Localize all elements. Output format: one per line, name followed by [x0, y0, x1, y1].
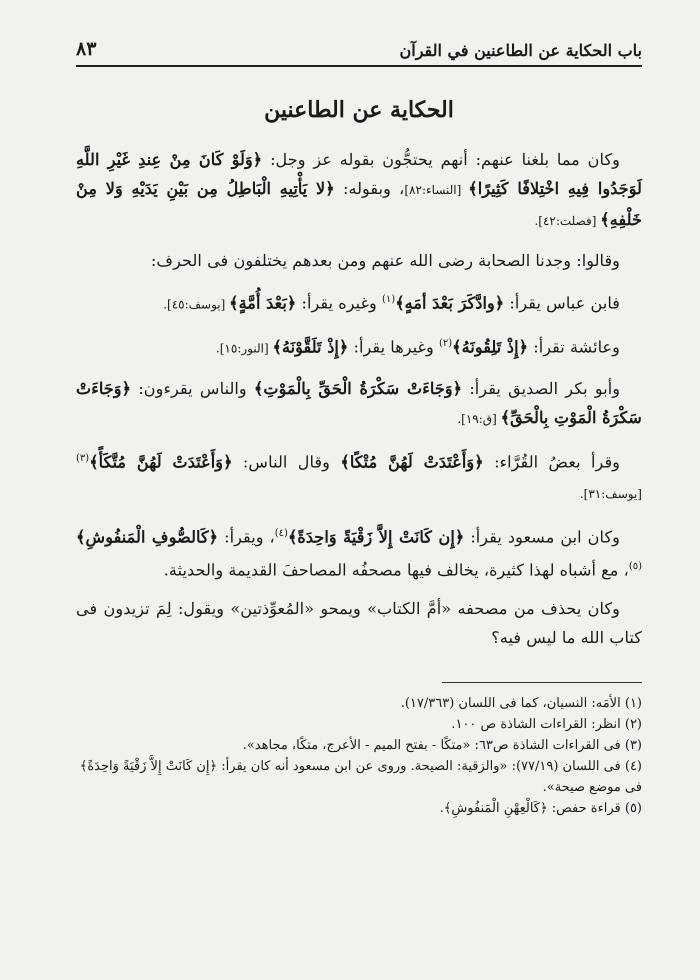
- paragraph-4: [76, 329, 642, 363]
- text: وعائشة تقرأ:: [528, 337, 620, 357]
- paragraph-2: وقالوا: وجدنا الصحابة رضى الله عنهم ومن بعدهم يختلفون فى الحرف:: [150, 251, 620, 270]
- text: وكان يحذف من مصحفه «أمَّ الكتاب» ويمحو «المُعوِّذتين» ويقول: لِمَ تزيدون فى كتاب الله ما ليس فيه؟: [76, 598, 642, 647]
- text: وغيرها يقرأ:: [348, 337, 439, 357]
- quran-quote: ﴿إِن كَانَتْ إِلاَّ زَقْيَةً وَاحِدَةً﴾: [287, 527, 465, 547]
- page-number: ٨٣: [76, 38, 97, 60]
- text: وكان مما بلغنا عنهم: أنهم يحتجُّون بقوله عز وجل:: [262, 150, 620, 169]
- paragraph-1: [76, 145, 642, 236]
- paragraph-6: [76, 444, 642, 509]
- footnote-number: (٥): [624, 800, 642, 816]
- footnotes: [76, 693, 642, 819]
- quran-quote: ﴿وَلَوْ كَانَ مِنْ عِندِ غَيْرِ اللَّهِ لَوَجَدُوا فِيهِ اخْتِلافًا كَثِيرًا﴾: [76, 150, 642, 198]
- text: والناس يقرءون:: [131, 378, 254, 398]
- paragraph-3: [76, 285, 642, 319]
- footnote-number: (٢): [624, 716, 642, 732]
- quran-quote: ﴿وَجَاءَتْ سَكْرَةُ الْحَقِّ بِالْمَوْتِ﴾: [253, 378, 463, 398]
- footnote: [76, 798, 642, 819]
- footnote-divider: [442, 682, 642, 683]
- footnote-marker: (٤): [274, 528, 288, 540]
- verse-reference: [النساء:٨٢]: [404, 183, 469, 197]
- quran-quote: ﴿وَأَعْتَدَتْ لَهُنَّ مُتَّكَأً﴾: [89, 452, 233, 472]
- quran-quote: ﴿وادَّكَرَ بَعْدَ أمَهٍ﴾: [395, 293, 505, 313]
- footnote: [76, 693, 642, 714]
- footnote-text: فى القراءات الشاذة ص٦٣: «متكًا - بفتح الميم - الأعرج، متكًا، مجاهد».: [242, 737, 621, 753]
- text: وأبو بكر الصديق يقرأ:: [462, 378, 621, 398]
- verse-reference: [يوسف:٣١].: [579, 487, 642, 502]
- paragraph-7: [76, 519, 642, 584]
- quran-quote: ﴿لا يَأْتِيهِ الْبَاطِلُ مِن بَيْنِ يَدَيْهِ وَلا مِنْ خَلْفِهِ﴾: [76, 179, 642, 229]
- verse-reference: [النور:١٥].: [215, 341, 273, 356]
- paragraph-5: [76, 374, 642, 434]
- page-header: [76, 38, 642, 67]
- footnote-number: (١): [624, 695, 642, 711]
- verse-reference: [ق:١٩].: [457, 411, 501, 426]
- text: ، ويقرأ:: [218, 527, 275, 547]
- footnote-marker: (٣): [76, 452, 90, 464]
- verse-reference: [فصلت:٤٢].: [534, 214, 601, 228]
- footnote: [76, 735, 642, 756]
- quran-quote: ﴿كَالصُّوفِ الْمَنفُوشِ﴾: [76, 527, 219, 547]
- footnote-number: (٤): [624, 758, 642, 774]
- running-head: باب الحكاية عن الطاعنين في القرآن: [399, 41, 642, 60]
- text: وقرأ بعضُ القُرَّاء:: [483, 452, 620, 472]
- quran-quote: ﴿بَعْدَ أُمَّةٍ﴾: [229, 293, 297, 313]
- footnote-text: الأمَه: النسيان، كما فى اللسان (١٧/٣٦٣).: [400, 695, 621, 711]
- chapter-title: الحكاية عن الطاعنين: [264, 97, 454, 123]
- text: وقال الناس:: [232, 452, 341, 472]
- text: وغيره يقرأ:: [296, 293, 382, 313]
- footnote-text: فى اللسان (٧٧/١٩): «والزقية: الصيحة. وروى عن ابن مسعود أنه كان يقرأ: ﴿إِن كَانَتْ إِلاَّ زَقْيَةً وَاحِدَةً﴾ فى موضع صيحة».: [79, 758, 642, 795]
- footnote-marker: (٥): [628, 560, 642, 572]
- footnote-marker: (٢): [438, 338, 453, 350]
- quran-quote: ﴿وَأَعْتَدَتْ لَهُنَّ مُتْكًا﴾: [340, 452, 484, 472]
- quran-quote: ﴿إِذْ تَلَقَّوْنَهُ﴾: [272, 337, 349, 357]
- verse-reference: [يوسف:٤٥].: [163, 297, 230, 312]
- paragraph-8: [76, 594, 642, 652]
- footnote-text: انظر: القراءات الشاذة ص ١٠٠.: [451, 716, 621, 732]
- body-text: [76, 145, 642, 652]
- footnote-text: قراءة حفص: ﴿كَالْعِهْنِ الْمَنفُوشِ﴾.: [439, 800, 621, 816]
- text: ، وبقوله:: [334, 179, 405, 198]
- text: فابن عباس يقرأ:: [504, 293, 620, 313]
- text: ، مع أشباه لهذا كثيرة، يخالف فيها مصحفُه المصاحفَ القديمة والحديثة.: [163, 559, 629, 579]
- text: وكان ابن مسعود يقرأ:: [464, 527, 620, 547]
- quran-quote: ﴿وَجَاءَتْ سَكْرَةُ الْمَوْتِ بِالْحَقِّ﴾: [76, 378, 642, 427]
- footnote-marker: (١): [382, 294, 396, 305]
- footnote: [76, 756, 642, 798]
- footnote-number: (٣): [624, 737, 642, 753]
- quran-quote: ﴿إِذْ تَلِقُونَهُ﴾: [452, 337, 529, 357]
- footnote: [76, 714, 642, 735]
